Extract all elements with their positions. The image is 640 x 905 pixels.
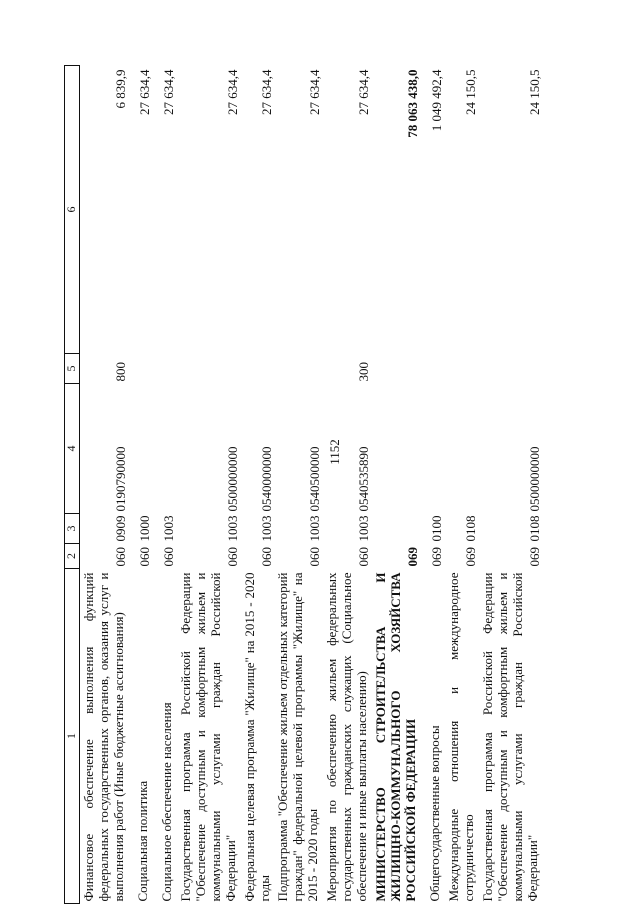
row-amount: 6 839,9 — [112, 69, 128, 109]
row-cs — [153, 384, 177, 514]
row-name: Федеральная целевая программа "Жилище" на 2015 - 2020 годы — [241, 572, 272, 902]
header-cell: 5 — [65, 354, 80, 384]
row-rz — [372, 514, 421, 544]
row-rz: 1003 — [258, 515, 274, 542]
row-gr: 060 — [224, 547, 240, 567]
table-row — [445, 66, 479, 904]
row-name: Социальная политика — [134, 780, 150, 902]
row-name: Общегосударственные вопросы — [426, 725, 442, 902]
table-row-ministry — [372, 66, 421, 904]
row-name: Государственная программа Российской Федерации "Обеспечение доступным и комфортным жильем и коммунальными услугами граждан Российской Федерации" — [479, 572, 540, 902]
row-cs: 0190790000 — [112, 446, 128, 512]
row-cs — [421, 384, 445, 514]
header-cell: 4 — [65, 384, 80, 514]
row-vr — [241, 354, 275, 384]
row-amount: 27 634,4 — [160, 69, 176, 115]
row-rz: 0909 — [112, 515, 128, 542]
row-amount: 24 150,5 — [526, 69, 542, 115]
row-amount: 27 634,4 — [258, 69, 274, 115]
row-vr: 300 — [356, 362, 372, 382]
row-cs: 0500000000 — [224, 446, 240, 512]
table-row — [421, 66, 445, 904]
table-row — [241, 66, 275, 904]
row-amount: 24 150,5 — [462, 69, 478, 115]
row-gr: 069 — [404, 547, 420, 567]
row-name: Мероприятия по обеспечению жильем федеральных государственных гражданских служащих (Социальное обеспечение и иные выплаты населению) — [324, 572, 370, 902]
row-gr: 069 — [526, 547, 542, 567]
row-gr: 060 — [356, 547, 372, 567]
row-rz: 1000 — [136, 515, 152, 542]
table-row — [80, 66, 129, 904]
row-amount: 27 634,4 — [136, 69, 152, 115]
row-gr: 060 — [160, 547, 176, 567]
row-amount: 27 634,4 — [356, 69, 372, 115]
row-gr: 069 — [428, 547, 444, 567]
table-row — [153, 66, 177, 904]
row-rz: 1003 — [224, 515, 240, 542]
table-row — [177, 66, 241, 904]
row-gr: 069 — [462, 547, 478, 567]
row-amount: 27 634,4 — [224, 69, 240, 115]
row-name: МИНИСТЕРСТВО СТРОИТЕЛЬСТВА И ЖИЛИЩНО-КОММУНАЛЬНОГО ХОЗЯЙСТВА РОССИЙСКОЙ ФЕДЕРАЦИИ — [373, 572, 418, 902]
row-gr: 060 — [112, 547, 128, 567]
row-vr — [129, 354, 153, 384]
budget-table — [64, 66, 624, 904]
row-rz: 1003 — [356, 515, 372, 542]
row-name: Финансовое обеспечение выполнения функций федеральных государственных органов, оказания услуг и выполнения работ (Иные бюджетные ассигнования) — [81, 572, 126, 902]
row-cs: 0540535890 — [356, 446, 372, 512]
row-name: Государственная программа Российской Федерации "Обеспечение доступным и комфортным жильем и коммунальными услугами граждан Российской Федерации" — [177, 572, 238, 902]
table-row — [323, 66, 372, 904]
row-vr — [372, 354, 421, 384]
page-number: 1152 — [327, 439, 342, 465]
header-cell: 3 — [65, 514, 80, 544]
row-rz: 0108 — [526, 515, 542, 542]
row-amount: 78 063 438,0 — [404, 69, 420, 138]
row-vr — [445, 354, 479, 384]
table-row — [274, 66, 323, 904]
row-name: Подпрограмма "Обеспечение жильем отдельных категорий граждан" федеральной целевой программы "Жилище" на 2015 - 2020 годы — [275, 572, 321, 902]
row-gr: 060 — [307, 547, 323, 567]
row-rz: 0108 — [462, 515, 478, 542]
budget-table-rotated — [64, 66, 624, 904]
row-cs: 0500000000 — [526, 446, 542, 512]
table-row — [129, 66, 153, 904]
header-cell: 1 — [65, 569, 80, 904]
header-cell: 6 — [65, 66, 80, 354]
header-row — [65, 66, 80, 904]
row-amount: 1 049 492,4 — [428, 69, 444, 132]
row-vr — [421, 354, 445, 384]
row-name: Международные отношения и международное сотрудничество — [445, 572, 476, 902]
row-name: Социальное обеспечение населения — [158, 702, 174, 902]
row-rz: 1003 — [160, 515, 176, 542]
row-gr: 060 — [136, 547, 152, 567]
row-vr — [153, 354, 177, 384]
row-vr — [177, 354, 241, 384]
row-vr — [479, 354, 543, 384]
row-rz: 0100 — [428, 515, 444, 542]
row-vr — [274, 354, 323, 384]
row-rz: 1003 — [307, 515, 323, 542]
row-cs: 0540500000 — [307, 446, 323, 512]
header-cell: 2 — [65, 544, 80, 569]
row-vr: 800 — [112, 362, 128, 382]
departmental-structure-table — [64, 65, 543, 904]
row-cs — [372, 384, 421, 514]
row-gr: 060 — [258, 547, 274, 567]
row-amount: 27 634,4 — [307, 69, 323, 115]
row-cs: 0540000000 — [258, 446, 274, 512]
row-cs — [445, 384, 479, 514]
table-row — [479, 66, 543, 904]
row-cs — [129, 384, 153, 514]
